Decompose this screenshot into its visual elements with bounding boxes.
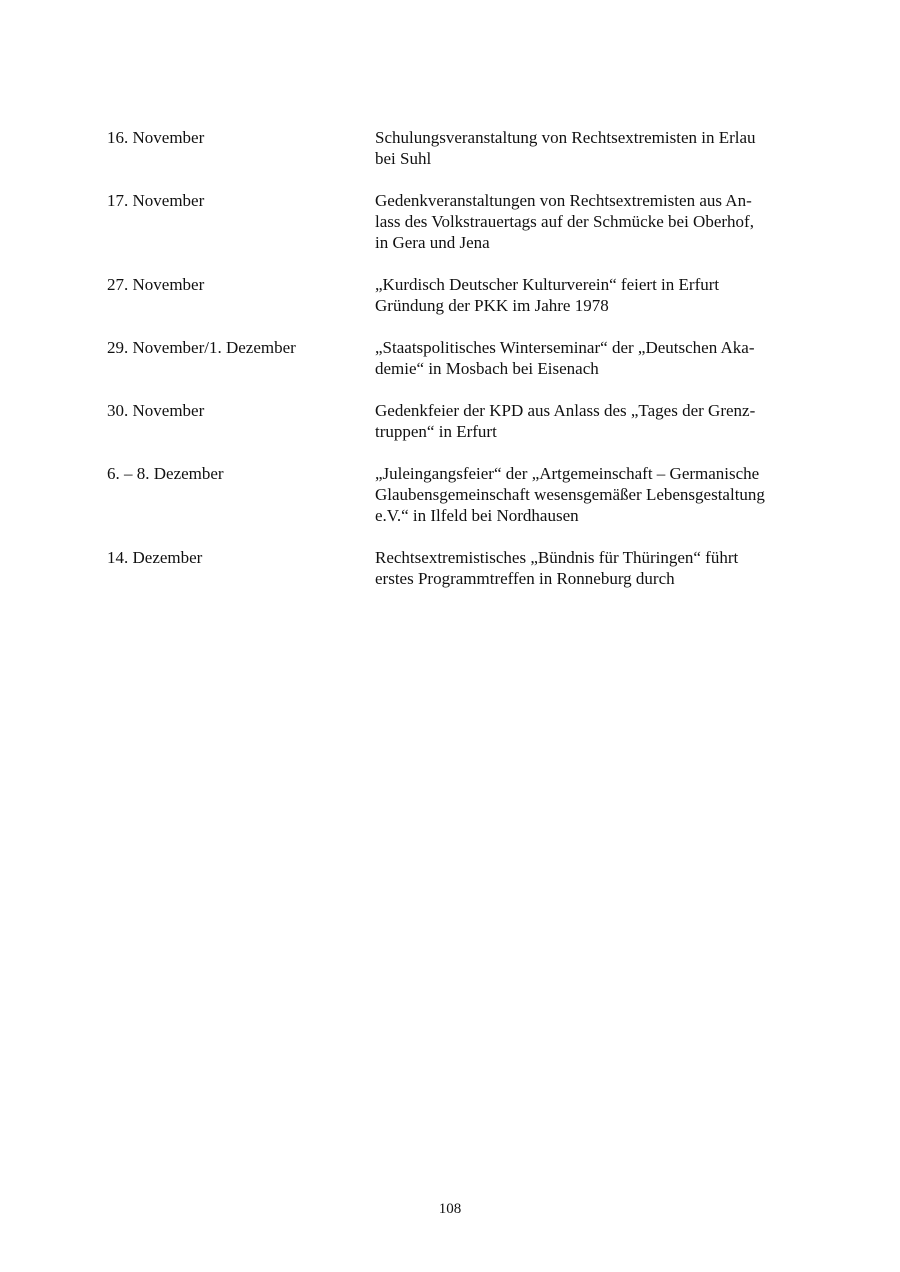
description-line: Schulungsveranstaltung von Rechtsextremisten in Erlau	[375, 128, 756, 147]
entry-description	[375, 463, 800, 526]
chronology-entry	[107, 337, 807, 379]
entry-description	[375, 127, 800, 169]
description-line: e.V.“ in Ilfeld bei Nordhausen	[375, 506, 579, 525]
description-line: „Juleingangsfeier“ der „Artgemeinschaft – Germanische	[375, 464, 760, 483]
page-number: 108	[438, 1201, 462, 1217]
chronology-entry	[107, 274, 807, 316]
chronology-entry	[107, 190, 807, 253]
entry-date: 29. November/1. Dezember	[107, 338, 296, 357]
description-line: „Kurdisch Deutscher Kulturverein“ feiert in Erfurt	[375, 275, 720, 294]
chronology-entry	[107, 547, 807, 589]
description-line: bei Suhl	[375, 149, 432, 168]
chronology-entry	[107, 400, 807, 442]
description-line: Gedenkfeier der KPD aus Anlass des „Tages der Grenz-	[375, 401, 756, 420]
entry-description	[375, 190, 800, 253]
entry-description	[375, 274, 800, 316]
chronology-entry	[107, 127, 807, 169]
entry-date: 6. – 8. Dezember	[107, 464, 224, 483]
entry-date: 27. November	[107, 275, 205, 294]
description-line: Rechtsextremistisches „Bündnis für Thüringen“ führt	[375, 548, 739, 567]
description-line: Gedenkveranstaltungen von Rechtsextremisten aus An-	[375, 191, 752, 210]
entry-date: 16. November	[107, 128, 205, 147]
description-line: erstes Programmtreffen in Ronneburg durch	[375, 569, 675, 588]
entry-description	[375, 337, 800, 379]
entry-description	[375, 400, 800, 442]
chronology-entry	[107, 463, 807, 526]
entry-date: 30. November	[107, 401, 205, 420]
description-line: demie“ in Mosbach bei Eisenach	[375, 359, 599, 378]
entry-description	[375, 547, 800, 589]
entry-date: 17. November	[107, 191, 205, 210]
description-line: truppen“ in Erfurt	[375, 422, 497, 441]
description-line: in Gera und Jena	[375, 233, 490, 252]
description-line: „Staatspolitisches Winterseminar“ der „Deutschen Aka-	[375, 338, 755, 357]
entry-date: 14. Dezember	[107, 548, 203, 567]
description-line: Glaubensgemeinschaft wesensgemäßer Lebensgestaltung	[375, 485, 765, 504]
chronology-list	[107, 127, 807, 610]
description-line: lass des Volkstrauertags auf der Schmücke bei Oberhof,	[375, 212, 754, 231]
description-line: Gründung der PKK im Jahre 1978	[375, 296, 609, 315]
